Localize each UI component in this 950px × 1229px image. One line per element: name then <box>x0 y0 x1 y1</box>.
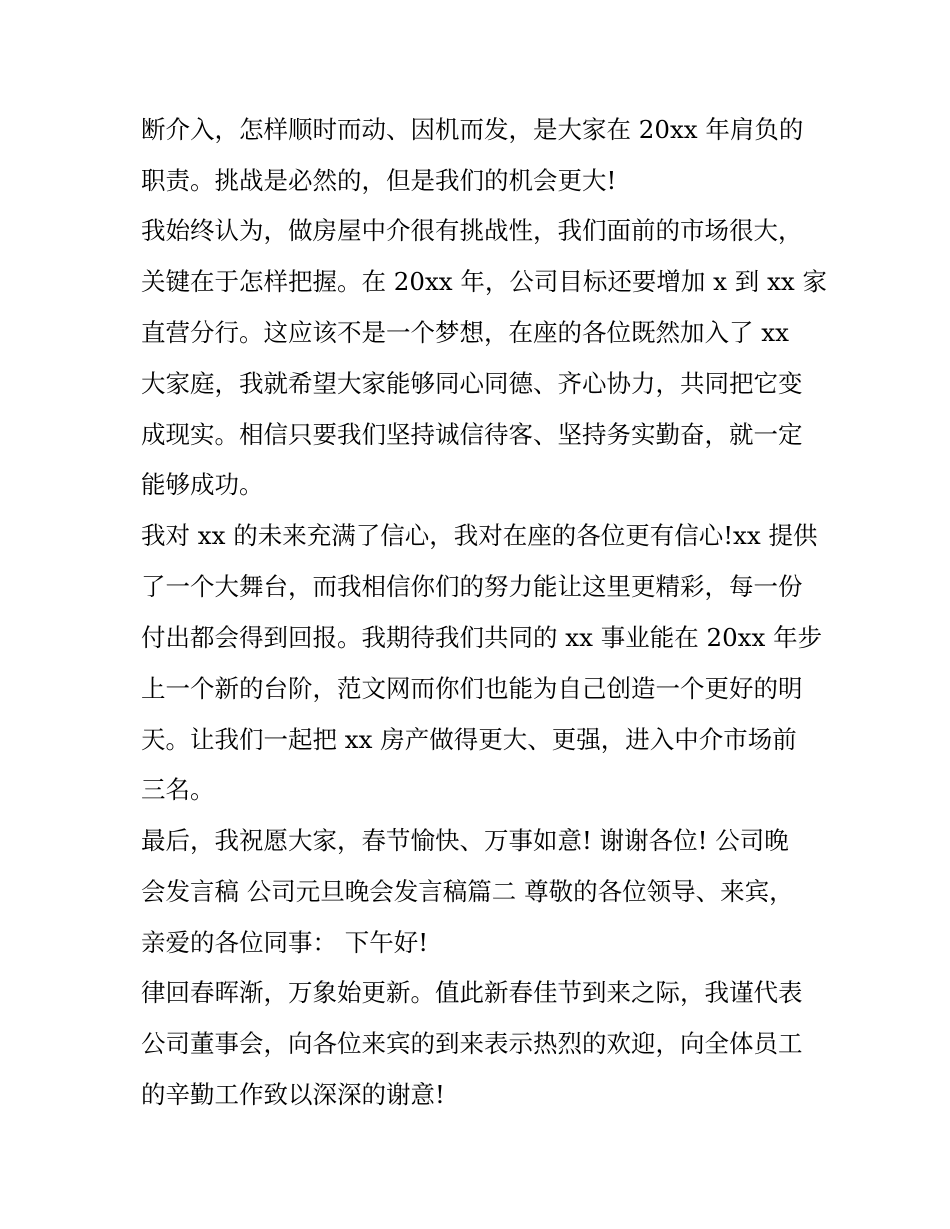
text-line-5: 直营分行。这应该不是一个梦想，在座的各位既然加入了 xx <box>141 318 789 347</box>
text-line-10: 了一个大舞台，而我相信你们的努力能让这里更精彩，每一份 <box>141 572 803 601</box>
text-line-19: 公司董事会，向各位来宾的到来表示热烈的欢迎，向全体员工 <box>141 1029 803 1058</box>
text-line-20: 的辛勤工作致以深深的谢意! <box>141 1080 445 1109</box>
text-line-7: 成现实。相信只要我们坚持诚信待客、坚持务实勤奋，就一定 <box>141 420 803 449</box>
text-line-17: 亲爱的各位同事： 下午好! <box>141 928 429 957</box>
text-line-3: 我始终认为，做房屋中介很有挑战性，我们面前的市场很大， <box>141 216 803 245</box>
text-line-4: 关键在于怎样把握。在 20xx 年，公司目标还要增加 x 到 xx 家 <box>141 267 827 296</box>
text-line-16: 会发言稿 公司元旦晚会发言稿篇二 尊敬的各位领导、来宾， <box>141 877 794 906</box>
text-line-15: 最后，我祝愿大家，春节愉快、万事如意! 谢谢各位! 公司晚 <box>141 826 789 855</box>
text-line-13: 天。让我们一起把 xx 房产做得更大、更强，进入中介市场前 <box>141 725 797 754</box>
text-line-2: 职责。挑战是必然的，但是我们的机会更大! <box>141 166 617 195</box>
text-line-9: 我对 xx 的未来充满了信心，我对在座的各位更有信心!xx 提供 <box>141 521 818 550</box>
text-line-1: 断介入，怎样顺时而动、因机而发，是大家在 20xx 年肩负的 <box>141 115 804 144</box>
text-line-8: 能够成功。 <box>141 470 264 499</box>
text-line-11: 付出都会得到回报。我期待我们共同的 xx 事业能在 20xx 年步 <box>141 623 823 652</box>
text-line-18: 律回春晖渐，万象始更新。值此新春佳节到来之际，我谨代表 <box>141 978 803 1007</box>
text-line-12: 上一个新的台阶，范文网而你们也能为自己创造一个更好的明 <box>141 674 803 703</box>
text-line-14: 三名。 <box>141 775 215 804</box>
text-line-6: 大家庭，我就希望大家能够同心同德、齐心协力，共同把它变 <box>141 369 803 398</box>
